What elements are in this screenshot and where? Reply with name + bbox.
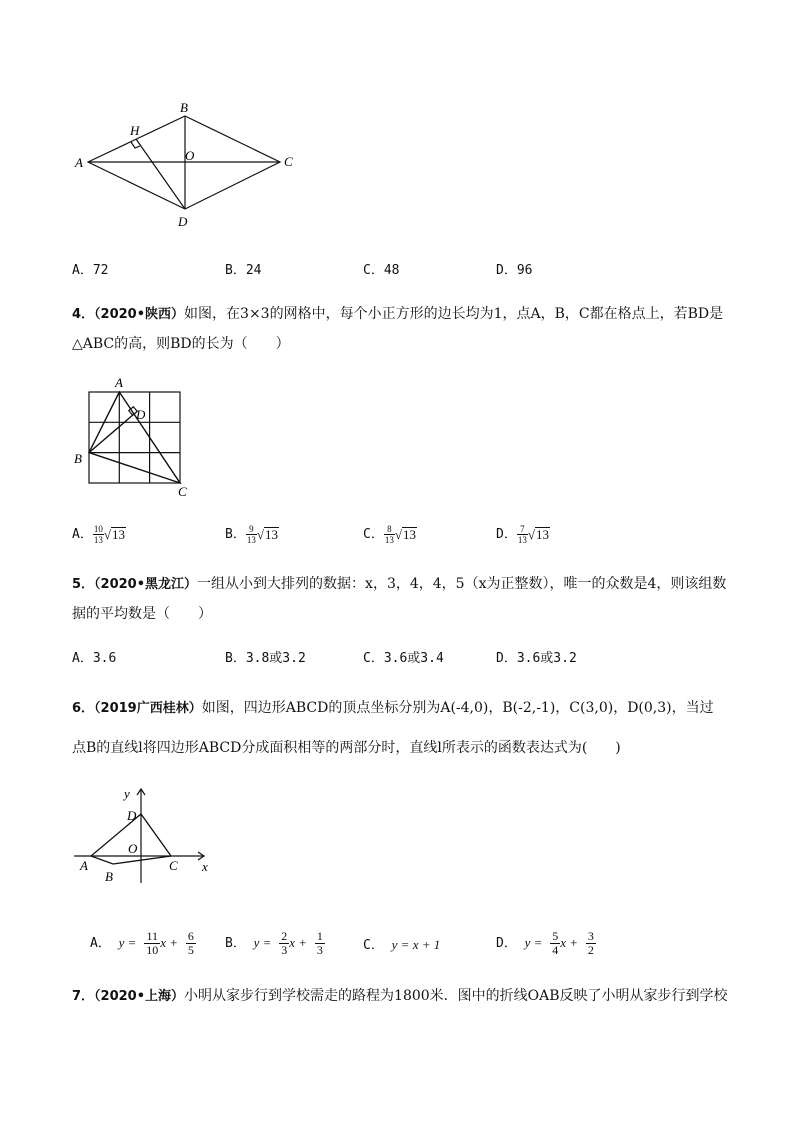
triangle-abc xyxy=(89,392,180,483)
label-b: B xyxy=(105,869,113,884)
label-h: H xyxy=(130,123,140,138)
q5-option-a[interactable]: A．3.6 xyxy=(72,651,117,666)
q5-option-c[interactable]: C．3.6或3.4 xyxy=(363,651,444,666)
label-d: D xyxy=(178,214,188,229)
q3-option-b[interactable]: B．24 xyxy=(225,263,262,278)
grid-figure xyxy=(70,372,200,500)
q6-option-c[interactable]: C． y = x + 1 xyxy=(363,937,441,953)
label-b: B xyxy=(74,451,82,466)
q6-option-d[interactable]: D． y = $\frac{5}{4}$ x + $\frac{3}{2}$ xyxy=(496,929,594,957)
q4-stem-line1: 4．（2020•陕西）如图，在3×3的网格中，每个小正方形的边长均为1，点A，B，C都在格点上，若BD是 xyxy=(72,306,724,322)
q3-option-d[interactable]: D．96 xyxy=(496,263,533,278)
label-y: y xyxy=(124,786,130,801)
label-o: O xyxy=(185,148,195,163)
label-d: D xyxy=(127,808,137,823)
q4-stem-line2: △ABC的高，则BD的长为（ ） xyxy=(72,336,290,352)
label-x: x xyxy=(202,859,208,874)
coordinate-figure xyxy=(66,783,226,888)
label-d: D xyxy=(136,407,146,422)
q7-stem-line1: 7．（2020•上海）小明从家步行到学校需走的路程为1800米．图中的折线OAB反映了小明从家步行到学校 xyxy=(72,988,728,1004)
label-b: B xyxy=(180,100,188,115)
q4-option-d[interactable]: D． $\frac{7}{13}$ √13 xyxy=(496,524,549,545)
label-a: A xyxy=(75,155,83,170)
segment-dh xyxy=(136,139,185,209)
label-o: O xyxy=(128,841,138,856)
label-c: C xyxy=(169,858,178,873)
q3-option-a[interactable]: A．72 xyxy=(72,263,109,278)
altitude-bd xyxy=(89,414,134,453)
q6-stem-line1: 6．（2019广西桂林）如图，四边形ABCD的顶点坐标分别为A(-4,0)，B(-2,-1)，C(3,0)，D(0,3)，当过 xyxy=(72,700,714,716)
q3-option-c[interactable]: C．48 xyxy=(363,263,400,278)
label-a: A xyxy=(80,858,88,873)
q4-option-b[interactable]: B． $\frac{9}{13}$ √13 xyxy=(225,524,278,545)
q6-stem-line2: 点B的直线l将四边形ABCD分成面积相等的两部分时，直线l所表示的函数表达式为( ) xyxy=(72,740,621,756)
q4-option-a[interactable]: A． $\frac{10}{13}$ √13 xyxy=(72,524,125,545)
q5-stem-line1: 5．（2020•黑龙江）一组从小到大排列的数据：x，3，4，4，5（x为正整数），唯一的众数是4，则该组数 xyxy=(72,576,727,592)
label-c: C xyxy=(284,154,293,169)
q5-option-d[interactable]: D．3.6或3.2 xyxy=(496,651,577,666)
label-c: C xyxy=(178,484,187,499)
q4-option-c[interactable]: C． $\frac{8}{13}$ √13 xyxy=(363,524,416,545)
q6-option-b[interactable]: B． y = $\frac{2}{3}$ x + $\frac{1}{3}$ xyxy=(225,929,323,957)
grid-border xyxy=(89,392,180,483)
q6-option-a[interactable]: A． y = $\frac{11}{10}$ x + $\frac{6}{5}$ xyxy=(90,929,194,957)
label-a: A xyxy=(115,375,123,390)
rhombus-figure xyxy=(70,98,310,233)
q5-stem-line2: 据的平均数是（ ） xyxy=(72,606,212,622)
q5-option-b[interactable]: B．3.8或3.2 xyxy=(225,651,306,666)
